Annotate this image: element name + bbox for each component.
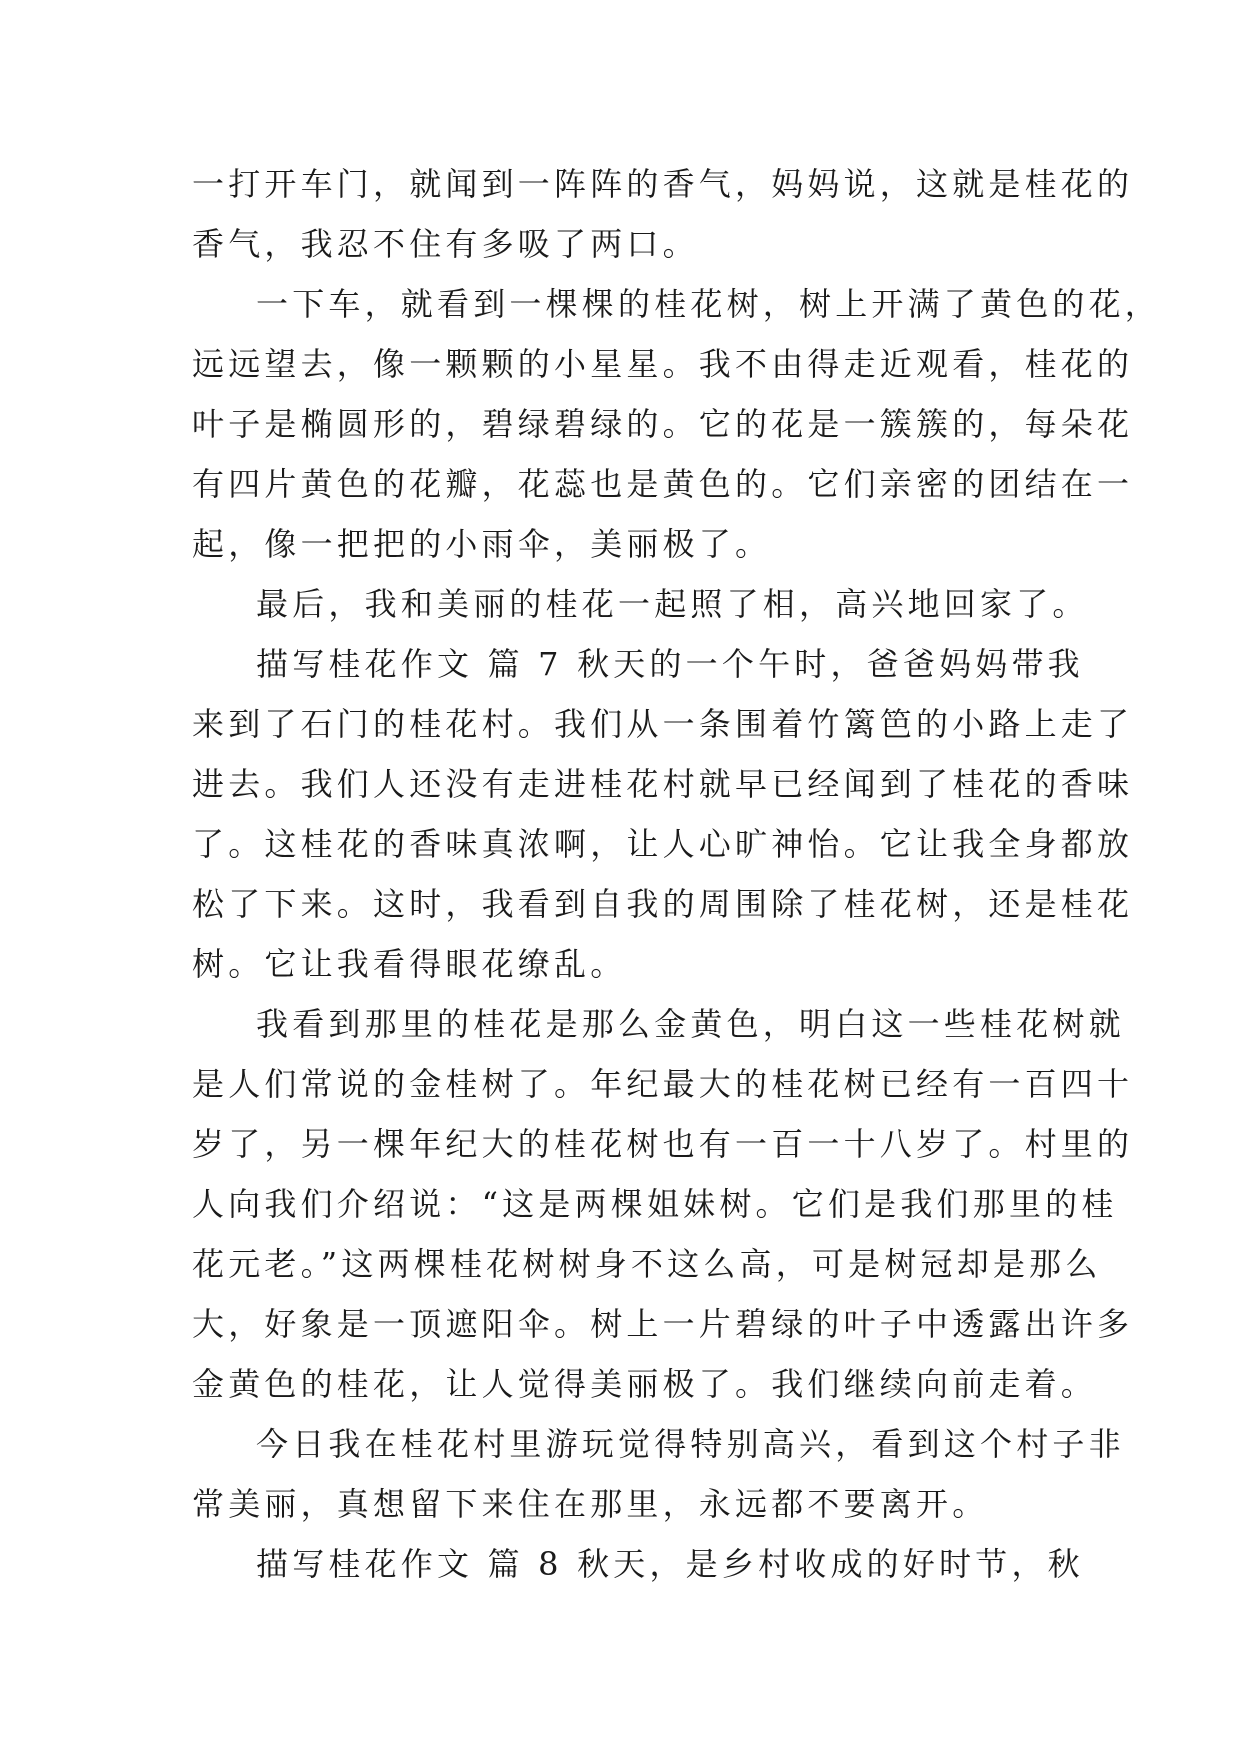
text-line: 远远望去，像一颗颗的小星星。我不由得走近观看，桂花的 [192, 345, 1134, 383]
text-line: 人向我们介绍说：“这是两棵姐妹树。它们是我们那里的桂 [192, 1185, 1118, 1223]
text-line: 今日我在桂花村里游玩觉得特别高兴，看到这个村子非 [256, 1425, 1125, 1463]
section-heading-line: 描写桂花作文 篇 8 秋天，是乡村收成的好时节，秋 [256, 1545, 1084, 1583]
text-line: 我看到那里的桂花是那么金黄色，明白这一些桂花树就 [256, 1005, 1125, 1043]
text-line: 松了下来。这时，我看到自我的周围除了桂花树，还是桂花 [192, 885, 1134, 923]
text-line: 金黄色的桂花，让人觉得美丽极了。我们继续向前走着。 [192, 1365, 1098, 1403]
text-line: 叶子是椭圆形的，碧绿碧绿的。它的花是一簇簇的，每朵花 [192, 405, 1134, 443]
text-line: 岁了，另一棵年纪大的桂花树也有一百一十八岁了。村里的 [192, 1125, 1134, 1163]
text-line: 一打开车门，就闻到一阵阵的香气，妈妈说，这就是桂花的 [192, 165, 1134, 203]
text-line: 大，好象是一顶遮阳伞。树上一片碧绿的叶子中透露出许多 [192, 1305, 1134, 1343]
text-line: 是人们常说的金桂树了。年纪最大的桂花树已经有一百四十 [192, 1065, 1134, 1103]
text-line: 花元老。”这两棵桂花树树身不这么高，可是树冠却是那么 [192, 1245, 1102, 1283]
section-heading-line: 描写桂花作文 篇 7 秋天的一个午时，爸爸妈妈带我 [256, 645, 1084, 683]
text-line: 进去。我们人还没有走进桂花村就早已经闻到了桂花的香味 [192, 765, 1134, 803]
text-line: 来到了石门的桂花村。我们从一条围着竹篱笆的小路上走了 [192, 705, 1134, 743]
text-line: 树。它让我看得眼花缭乱。 [192, 945, 627, 983]
text-line: 最后，我和美丽的桂花一起照了相，高兴地回家了。 [256, 585, 1089, 623]
text-line: 了。这桂花的香味真浓啊，让人心旷神怡。它让我全身都放 [192, 825, 1134, 863]
text-line: 常美丽，真想留下来住在那里，永远都不要离开。 [192, 1485, 989, 1523]
text-line: 一下车，就看到一棵棵的桂花树，树上开满了黄色的花， [256, 285, 1162, 323]
text-line: 香气，我忍不住有多吸了两口。 [192, 225, 699, 263]
text-line: 起，像一把把的小雨伞，美丽极了。 [192, 525, 772, 563]
text-line: 有四片黄色的花瓣，花蕊也是黄色的。它们亲密的团结在一 [192, 465, 1134, 503]
